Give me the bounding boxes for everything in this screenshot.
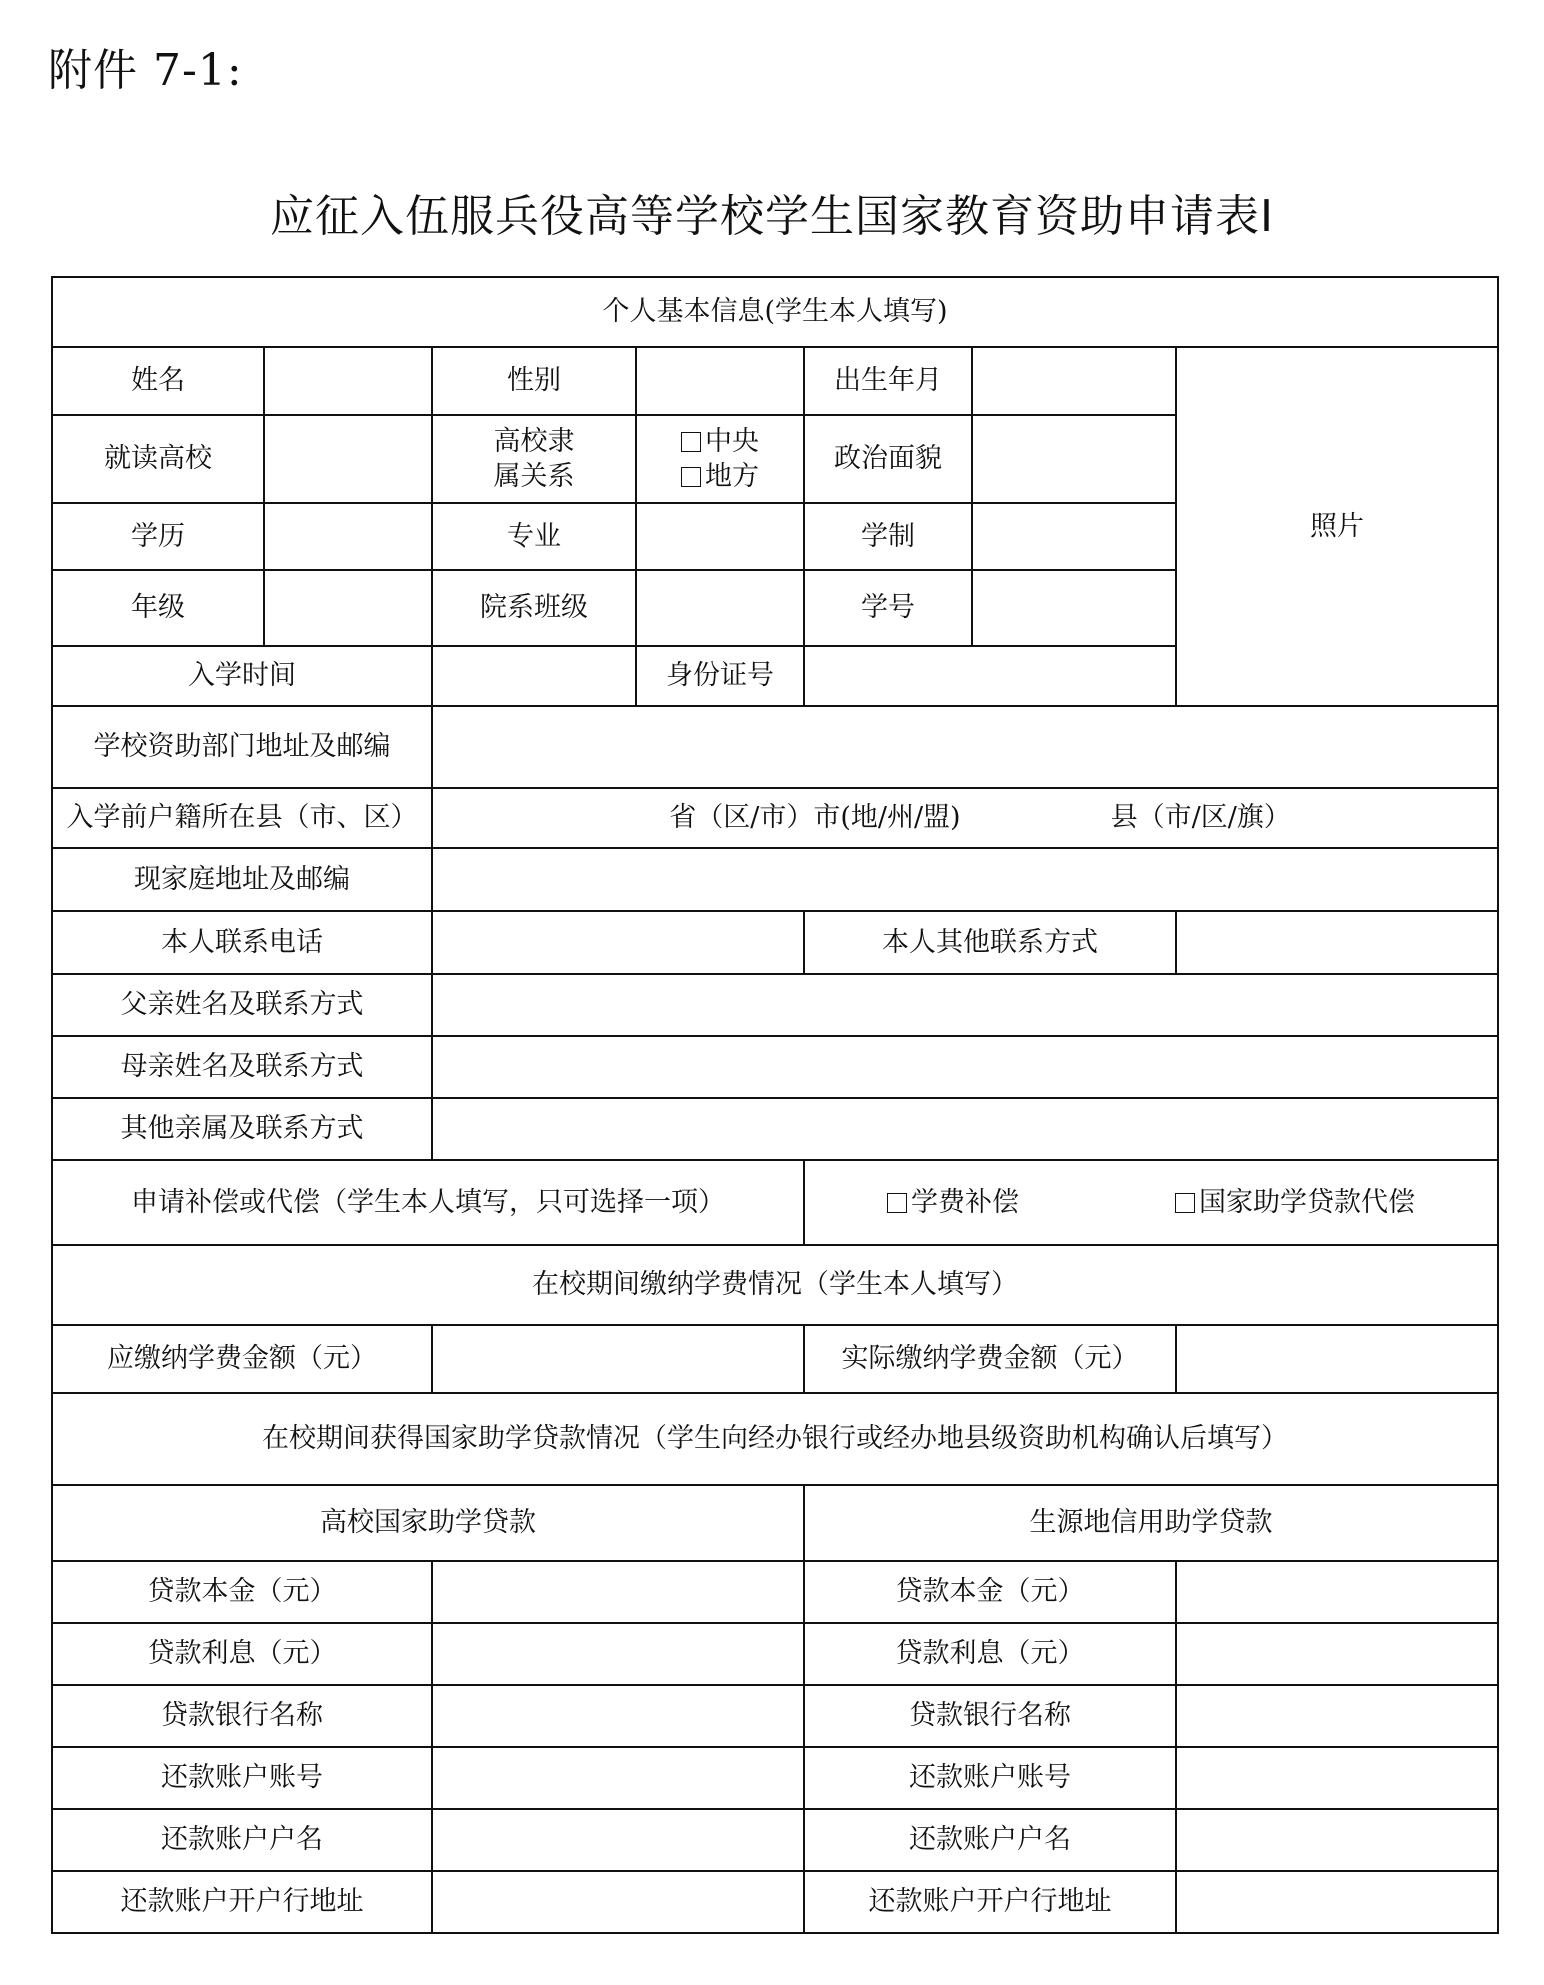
label-enroll-time: 入学时间 [52, 646, 432, 706]
value-father[interactable] [432, 974, 1498, 1036]
option-tuition[interactable] [887, 1185, 1019, 1220]
label-name: 姓名 [52, 347, 264, 415]
value-birth[interactable] [972, 347, 1176, 415]
photo-box[interactable] [1176, 347, 1498, 706]
affiliation-line2: 属关系 [493, 461, 575, 492]
campus-label-account-name: 还款账户户名 [52, 1809, 432, 1871]
campus-value-bank[interactable] [432, 1685, 804, 1747]
checkbox-icon[interactable] [887, 1193, 907, 1213]
origin-value-interest[interactable] [1176, 1623, 1498, 1685]
option-loan[interactable] [1175, 1185, 1415, 1220]
campus-label-bank: 贷款银行名称 [52, 1685, 432, 1747]
value-major[interactable] [636, 503, 804, 570]
label-education: 学历 [52, 503, 264, 570]
campus-value-interest[interactable] [432, 1623, 804, 1685]
value-tuition-due[interactable] [432, 1325, 804, 1393]
affiliation-line1: 高校隶 [493, 425, 575, 457]
application-form [51, 276, 1499, 1934]
value-school[interactable] [264, 415, 432, 503]
campus-label-account-no: 还款账户账号 [52, 1747, 432, 1809]
hukou-county-label: 县（市/区/旗） [1110, 802, 1291, 834]
value-id-no[interactable] [804, 646, 1176, 706]
label-student-no: 学号 [804, 570, 972, 646]
campus-value-principal[interactable] [432, 1561, 804, 1623]
section-personal-header: 个人基本信息(学生本人填写) [52, 277, 1498, 347]
origin-label-account-name: 还款账户户名 [804, 1809, 1176, 1871]
origin-label-account-no: 还款账户账号 [804, 1747, 1176, 1809]
label-school: 就读高校 [52, 415, 264, 503]
label-hukou: 入学前户籍所在县（市、区） [52, 788, 432, 848]
label-id-no: 身份证号 [636, 646, 804, 706]
label-affiliation [432, 415, 636, 503]
option-local[interactable] [641, 459, 799, 494]
hukou-province-label: 省（区/市）市(地/州/盟) [669, 802, 961, 834]
checkbox-icon[interactable] [681, 432, 701, 452]
label-home-addr: 现家庭地址及邮编 [52, 848, 432, 911]
option-central[interactable] [641, 424, 799, 459]
affiliation-options [636, 415, 804, 503]
origin-label-principal: 贷款本金（元） [804, 1561, 1176, 1623]
value-tuition-paid[interactable] [1176, 1325, 1498, 1393]
checkbox-icon[interactable] [1175, 1193, 1195, 1213]
value-gender[interactable] [636, 347, 804, 415]
value-hukou[interactable] [432, 788, 1498, 848]
section-loan-header: 在校期间获得国家助学贷款情况（学生向经办银行或经办地县级资助机构确认后填写） [52, 1393, 1498, 1485]
label-grade: 年级 [52, 570, 264, 646]
value-grade[interactable] [264, 570, 432, 646]
option-loan-label: 国家助学贷款代偿 [1199, 1186, 1416, 1218]
label-apply-type: 申请补偿或代偿（学生本人填写，只可选择一项） [52, 1160, 804, 1245]
value-phone[interactable] [432, 911, 804, 974]
value-other-contact[interactable] [1176, 911, 1498, 974]
value-relative[interactable] [432, 1098, 1498, 1160]
label-duration: 学制 [804, 503, 972, 570]
value-duration[interactable] [972, 503, 1176, 570]
label-phone: 本人联系电话 [52, 911, 432, 974]
campus-label-principal: 贷款本金（元） [52, 1561, 432, 1623]
value-dept-class[interactable] [636, 570, 804, 646]
value-aid-office[interactable] [432, 706, 1498, 788]
origin-label-bank-address: 还款账户开户行地址 [804, 1871, 1176, 1933]
value-mother[interactable] [432, 1036, 1498, 1098]
label-birth: 出生年月 [804, 347, 972, 415]
option-tuition-label: 学费补偿 [911, 1186, 1019, 1218]
label-gender: 性别 [432, 347, 636, 415]
origin-value-account-no[interactable] [1176, 1747, 1498, 1809]
label-aid-office: 学校资助部门地址及邮编 [52, 706, 432, 788]
label-mother: 母亲姓名及联系方式 [52, 1036, 432, 1098]
label-relative: 其他亲属及联系方式 [52, 1098, 432, 1160]
value-education[interactable] [264, 503, 432, 570]
origin-value-account-name[interactable] [1176, 1809, 1498, 1871]
origin-label-interest: 贷款利息（元） [804, 1623, 1176, 1685]
label-tuition-due: 应缴纳学费金额（元） [52, 1325, 432, 1393]
label-photo: 照片 [1310, 510, 1365, 542]
label-father: 父亲姓名及联系方式 [52, 974, 432, 1036]
page-title: 应征入伍服兵役高等学校学生国家教育资助申请表Ⅰ [270, 191, 1274, 242]
value-name[interactable] [264, 347, 432, 415]
campus-value-account-no[interactable] [432, 1747, 804, 1809]
label-dept-class: 院系班级 [432, 570, 636, 646]
label-tuition-paid: 实际缴纳学费金额（元） [804, 1325, 1176, 1393]
label-other-contact: 本人其他联系方式 [804, 911, 1176, 974]
label-political: 政治面貌 [804, 415, 972, 503]
option-local-label: 地方 [705, 461, 759, 492]
origin-value-bank[interactable] [1176, 1685, 1498, 1747]
campus-loan-header: 高校国家助学贷款 [52, 1485, 804, 1561]
campus-label-bank-address: 还款账户开户行地址 [52, 1871, 432, 1933]
origin-value-bank-address[interactable] [1176, 1871, 1498, 1933]
campus-label-interest: 贷款利息（元） [52, 1623, 432, 1685]
value-enroll-time[interactable] [432, 646, 636, 706]
value-student-no[interactable] [972, 570, 1176, 646]
annex-label: 附件 7-1: [48, 45, 243, 96]
value-political[interactable] [972, 415, 1176, 503]
label-major: 专业 [432, 503, 636, 570]
origin-value-principal[interactable] [1176, 1561, 1498, 1623]
section-tuition-header: 在校期间缴纳学费情况（学生本人填写） [52, 1245, 1498, 1325]
origin-loan-header: 生源地信用助学贷款 [804, 1485, 1498, 1561]
checkbox-icon[interactable] [681, 467, 701, 487]
option-central-label: 中央 [705, 425, 759, 457]
apply-type-options [804, 1160, 1498, 1245]
value-home-addr[interactable] [432, 848, 1498, 911]
campus-value-account-name[interactable] [432, 1809, 804, 1871]
origin-label-bank: 贷款银行名称 [804, 1685, 1176, 1747]
campus-value-bank-address[interactable] [432, 1871, 804, 1933]
